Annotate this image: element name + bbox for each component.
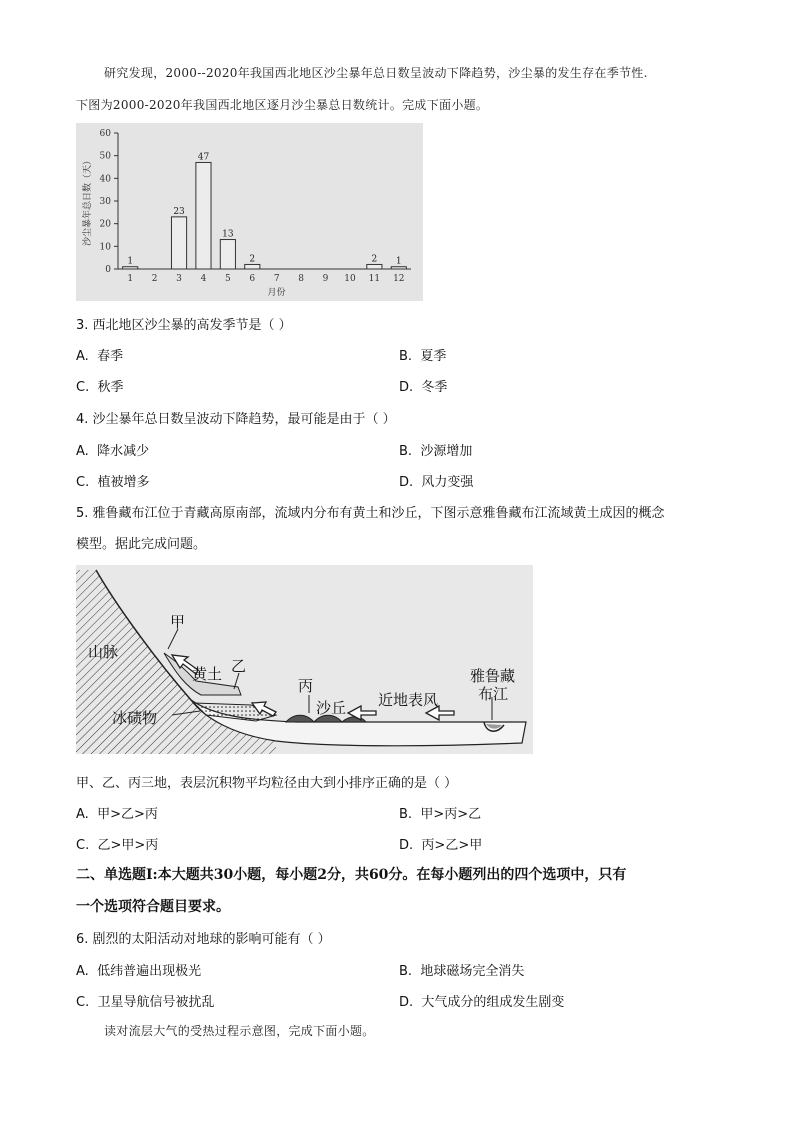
label-mountain: 山脉	[88, 643, 119, 661]
option-key: C.	[76, 475, 90, 490]
label-bing: 丙	[298, 677, 314, 695]
x-tick-label: 7	[273, 274, 280, 284]
option-key: B.	[399, 349, 413, 364]
y-tick-label: 0	[105, 265, 111, 275]
section-2-heading-line-2: 一个选项符合题目要求。	[76, 899, 230, 915]
bar-month-3	[171, 217, 186, 269]
q3-option-d[interactable]	[399, 376, 447, 395]
x-tick-label: 6	[249, 274, 256, 284]
bar-month-1	[123, 267, 138, 269]
y-tick-label: 10	[99, 242, 111, 253]
option-text: 乙>甲>丙	[97, 838, 159, 853]
option-text: 大气成分的组成发生剧变	[421, 995, 565, 1010]
label-loess: 黄土	[192, 665, 223, 683]
q5-option-a[interactable]	[76, 803, 158, 822]
q3-option-c[interactable]	[76, 376, 124, 395]
data-label-month-3: 23	[173, 206, 185, 217]
x-tick-label: 5	[225, 274, 231, 284]
option-text: 风力变强	[421, 475, 474, 490]
x-tick-label: 3	[176, 274, 182, 284]
option-text: 甲>丙>乙	[420, 807, 482, 822]
q6-option-d[interactable]	[399, 991, 564, 1010]
footer-note: 读对流层大气的受热过程示意图，完成下面小题。	[104, 1024, 375, 1038]
y-tick-label: 20	[99, 219, 111, 230]
q3-option-a[interactable]	[76, 345, 123, 364]
option-text: 秋季	[97, 380, 124, 395]
q6-option-c[interactable]	[76, 991, 215, 1010]
option-key: B.	[399, 807, 413, 822]
x-tick-label: 2	[151, 274, 158, 284]
q5-option-b[interactable]	[399, 803, 481, 822]
loess-formation-diagram	[76, 565, 533, 754]
q5-sub-stem: 甲、乙、丙三地，表层沉积物平均粒径由大到小排序正确的是（ ）	[76, 776, 458, 791]
label-river-1: 雅鲁藏	[470, 667, 516, 685]
label-dune: 沙丘	[316, 699, 347, 717]
y-tick-label: 50	[99, 151, 111, 162]
y-tick-label: 30	[99, 197, 111, 207]
bar-month-11	[367, 264, 382, 269]
q6-stem: 6. 剧烈的太阳活动对地球的影响可能有（ ）	[76, 932, 331, 947]
option-text: 丙>乙>甲	[421, 838, 483, 853]
chart-svg	[76, 123, 423, 301]
option-text: 沙源增加	[420, 444, 473, 459]
option-text: 卫星导航信号被扰乱	[97, 995, 215, 1010]
y-tick-label: 60	[99, 129, 111, 139]
x-axis-label: 月份	[267, 288, 286, 298]
option-text: 夏季	[420, 349, 447, 364]
jia-pointer	[168, 629, 178, 649]
q5-option-d[interactable]	[399, 834, 482, 853]
diagram-svg	[76, 565, 533, 754]
option-text: 降水减少	[97, 444, 150, 459]
option-key: D.	[399, 995, 414, 1010]
label-river-2: 布江	[478, 685, 509, 703]
label-yi: 乙	[231, 657, 247, 675]
q4-option-a[interactable]	[76, 440, 149, 459]
option-key: A.	[76, 349, 89, 364]
x-tick-label: 12	[393, 274, 405, 284]
y-axis-label: 沙尘暴年总日数（天）	[83, 155, 93, 247]
q4-option-b[interactable]	[399, 440, 472, 459]
option-key: A.	[76, 807, 89, 822]
q4-option-c[interactable]	[76, 471, 150, 490]
option-key: B.	[399, 964, 413, 979]
section-2-heading-line-1: 二、单选题I:本大题共30小题，每小题2分，共60分。在每小题列出的四个选项中，只有	[76, 867, 627, 883]
data-label-month-12: 1	[395, 256, 402, 267]
bar-month-5	[220, 240, 235, 269]
data-label-month-6: 2	[249, 254, 256, 265]
option-text: 春季	[97, 349, 124, 364]
option-key: D.	[399, 380, 414, 395]
bar-month-4	[196, 162, 211, 269]
option-text: 地球磁场完全消失	[420, 964, 525, 979]
option-text: 甲>乙>丙	[97, 807, 158, 822]
y-tick-label: 40	[99, 174, 111, 185]
option-key: D.	[399, 838, 414, 853]
option-key: D.	[399, 475, 414, 490]
q6-option-a[interactable]	[76, 960, 201, 979]
bar-month-6	[245, 264, 260, 269]
x-tick-label: 1	[127, 274, 134, 284]
x-tick-label: 9	[322, 274, 329, 284]
x-tick-label: 11	[368, 274, 381, 284]
label-jia: 甲	[170, 613, 186, 631]
label-wind: 近地表风	[378, 691, 439, 709]
bar-month-12	[391, 267, 406, 269]
x-tick-label: 4	[200, 274, 207, 284]
option-key: C.	[76, 380, 90, 395]
data-label-month-11: 2	[371, 254, 378, 265]
option-key: A.	[76, 444, 89, 459]
intro-line-2: 下图为2000-2020年我国西北地区逐月沙尘暴总日数统计。完成下面小题。	[76, 98, 489, 112]
option-key: B.	[399, 444, 413, 459]
label-moraine: 冰碛物	[112, 709, 158, 727]
data-label-month-4: 47	[197, 152, 210, 163]
x-tick-label: 8	[298, 274, 304, 284]
x-tick-label: 10	[344, 274, 356, 284]
data-label-month-5: 13	[222, 229, 234, 240]
intro-line-1: 研究发现，2000--2020年我国西北地区沙尘暴年总日数呈波动下降趋势，沙尘暴的发生存在季节性.	[104, 66, 648, 80]
dust-storm-chart	[76, 123, 423, 301]
data-label-month-1: 1	[127, 256, 134, 267]
option-key: C.	[76, 995, 90, 1010]
option-key: A.	[76, 964, 89, 979]
q4-stem: 4. 沙尘暴年总日数呈波动下降趋势，最可能是由于（ ）	[76, 412, 396, 427]
q5-option-c[interactable]	[76, 834, 158, 853]
option-text: 冬季	[421, 380, 448, 395]
q5-stem-line-2: 模型。据此完成问题。	[76, 537, 207, 552]
q5-stem-line-1: 5. 雅鲁藏布江位于青藏高原南部，流域内分布有黄土和沙丘，下图示意雅鲁藏布江流域黄土成因的概念	[76, 506, 665, 521]
option-text: 植被增多	[97, 475, 150, 490]
q6-option-b[interactable]	[399, 960, 524, 979]
option-key: C.	[76, 838, 90, 853]
q4-option-d[interactable]	[399, 471, 473, 490]
q3-stem: 3. 西北地区沙尘暴的高发季节是（ ）	[76, 318, 292, 333]
option-text: 低纬普遍出现极光	[97, 964, 202, 979]
q3-option-b[interactable]	[399, 345, 446, 364]
